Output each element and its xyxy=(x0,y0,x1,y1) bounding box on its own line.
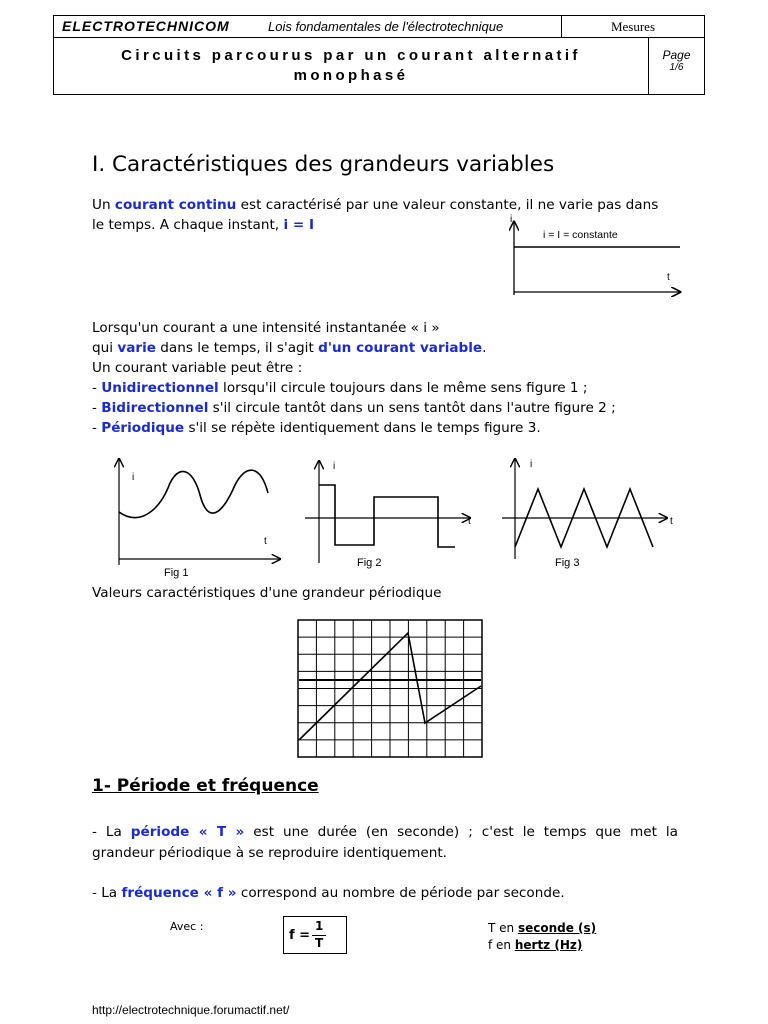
figure-caption: Fig 3 xyxy=(555,557,580,569)
text: qui xyxy=(92,340,118,356)
formula-i-equals-I: i = I xyxy=(283,217,315,233)
period-definition-line1 xyxy=(92,822,678,842)
text: lorsqu'il circule toujours dans le même sens figure 1 ; xyxy=(218,380,588,396)
paragraph-variable xyxy=(92,318,692,438)
x-axis-label: t xyxy=(667,272,670,283)
text: f en xyxy=(488,938,515,952)
figure-caption: Fig 2 xyxy=(357,557,382,569)
section-label: Mesures xyxy=(562,16,704,38)
text: - xyxy=(92,420,102,436)
text: est une durée (en seconde) ; c'est le temps que met la xyxy=(244,824,678,840)
text: Un xyxy=(92,197,115,213)
figure-caption: Fig 1 xyxy=(164,567,189,579)
frequency-definition xyxy=(92,883,565,903)
text: est caractérisé par une valeur constante, il ne varie pas dans xyxy=(236,197,659,213)
brand-name: ELECTROTECHNICOM xyxy=(62,18,230,34)
page-label: Page xyxy=(662,48,691,62)
subsection-heading: 1- Période et fréquence xyxy=(92,776,319,796)
page-cell xyxy=(649,38,704,94)
text: . xyxy=(482,340,487,356)
text: T en xyxy=(488,921,518,935)
period-definition-line2: grandeur périodique à se reproduire identiquement. xyxy=(92,845,447,861)
term-bidirectionnel: Bidirectionnel xyxy=(101,400,209,416)
figure-1-unidirectional xyxy=(119,459,280,579)
text: Lorsqu'un courant a une intensité instantanée « i » xyxy=(92,320,440,336)
y-axis-label: i xyxy=(530,459,533,470)
footer-url[interactable]: http://electrotechnique.forumactif.net/ xyxy=(92,1003,290,1017)
periodic-caption: Valeurs caractéristiques d'une grandeur périodique xyxy=(92,585,442,601)
unit-seconde: seconde (s) xyxy=(517,921,597,935)
formula-numerator: 1 xyxy=(315,919,324,933)
doc-title-line2: monophasé xyxy=(293,67,409,84)
x-axis-label: t xyxy=(670,516,673,527)
unit-period xyxy=(488,920,596,937)
term-periodique: Périodique xyxy=(101,420,185,436)
waveform-figures xyxy=(100,455,700,585)
term-courant-continu: courant continu xyxy=(114,197,237,213)
formula-denominator: T xyxy=(315,936,324,950)
text: - xyxy=(92,400,102,416)
header-brand-cell xyxy=(54,16,562,38)
term-frequence: fréquence « f » xyxy=(121,885,237,901)
dc-annotation: i = I = constante xyxy=(543,229,618,241)
dc-current-graph xyxy=(495,210,690,300)
text: s'il se répète identiquement dans le temps figure 3. xyxy=(184,420,541,436)
formula-lhs: f = xyxy=(289,928,311,943)
x-axis-label: t xyxy=(468,516,471,527)
waveform-bidirectional xyxy=(319,485,455,547)
text: le temps. A chaque instant, xyxy=(92,217,284,233)
header-title-cell xyxy=(54,38,649,94)
figure-2-bidirectional xyxy=(305,461,471,569)
document-header xyxy=(53,15,705,95)
term-periode: période « T » xyxy=(130,824,245,840)
unit-hertz: hertz (Hz) xyxy=(514,938,583,952)
x-axis-label: t xyxy=(264,536,267,547)
y-axis-label: i xyxy=(333,461,336,472)
grid-lines xyxy=(298,620,482,757)
avec-label: Avec : xyxy=(170,920,204,933)
y-axis-label: i xyxy=(132,472,135,483)
section-heading: I. Caractéristiques des grandeurs variables xyxy=(92,152,555,177)
units-legend xyxy=(488,920,596,954)
doc-title-line1: Circuits parcourus par un courant alternatif xyxy=(121,47,581,64)
y-axis-label: i xyxy=(510,214,513,225)
term-courant-variable: d'un courant variable xyxy=(318,340,483,356)
text: s'il circule tantôt dans un sens tantôt dans l'autre figure 2 ; xyxy=(208,400,616,416)
term-unidirectionnel: Unidirectionnel xyxy=(101,380,219,396)
text: dans le temps, il s'agit xyxy=(155,340,319,356)
text: - xyxy=(92,380,102,396)
text: - La xyxy=(92,885,122,901)
term-varie: varie xyxy=(117,340,156,356)
subject-title: Lois fondamentales de l'électrotechnique xyxy=(268,19,504,34)
unit-frequency xyxy=(488,937,596,954)
text: correspond au nombre de période par seconde. xyxy=(236,885,565,901)
page-number: 1/6 xyxy=(669,62,684,73)
oscilloscope-grid xyxy=(297,619,483,758)
text: - La xyxy=(92,824,131,840)
text: Un courant variable peut être : xyxy=(92,360,303,376)
figure-3-periodic xyxy=(502,459,673,569)
frequency-formula-box xyxy=(283,916,347,954)
waveform-unidirectional xyxy=(119,470,268,517)
